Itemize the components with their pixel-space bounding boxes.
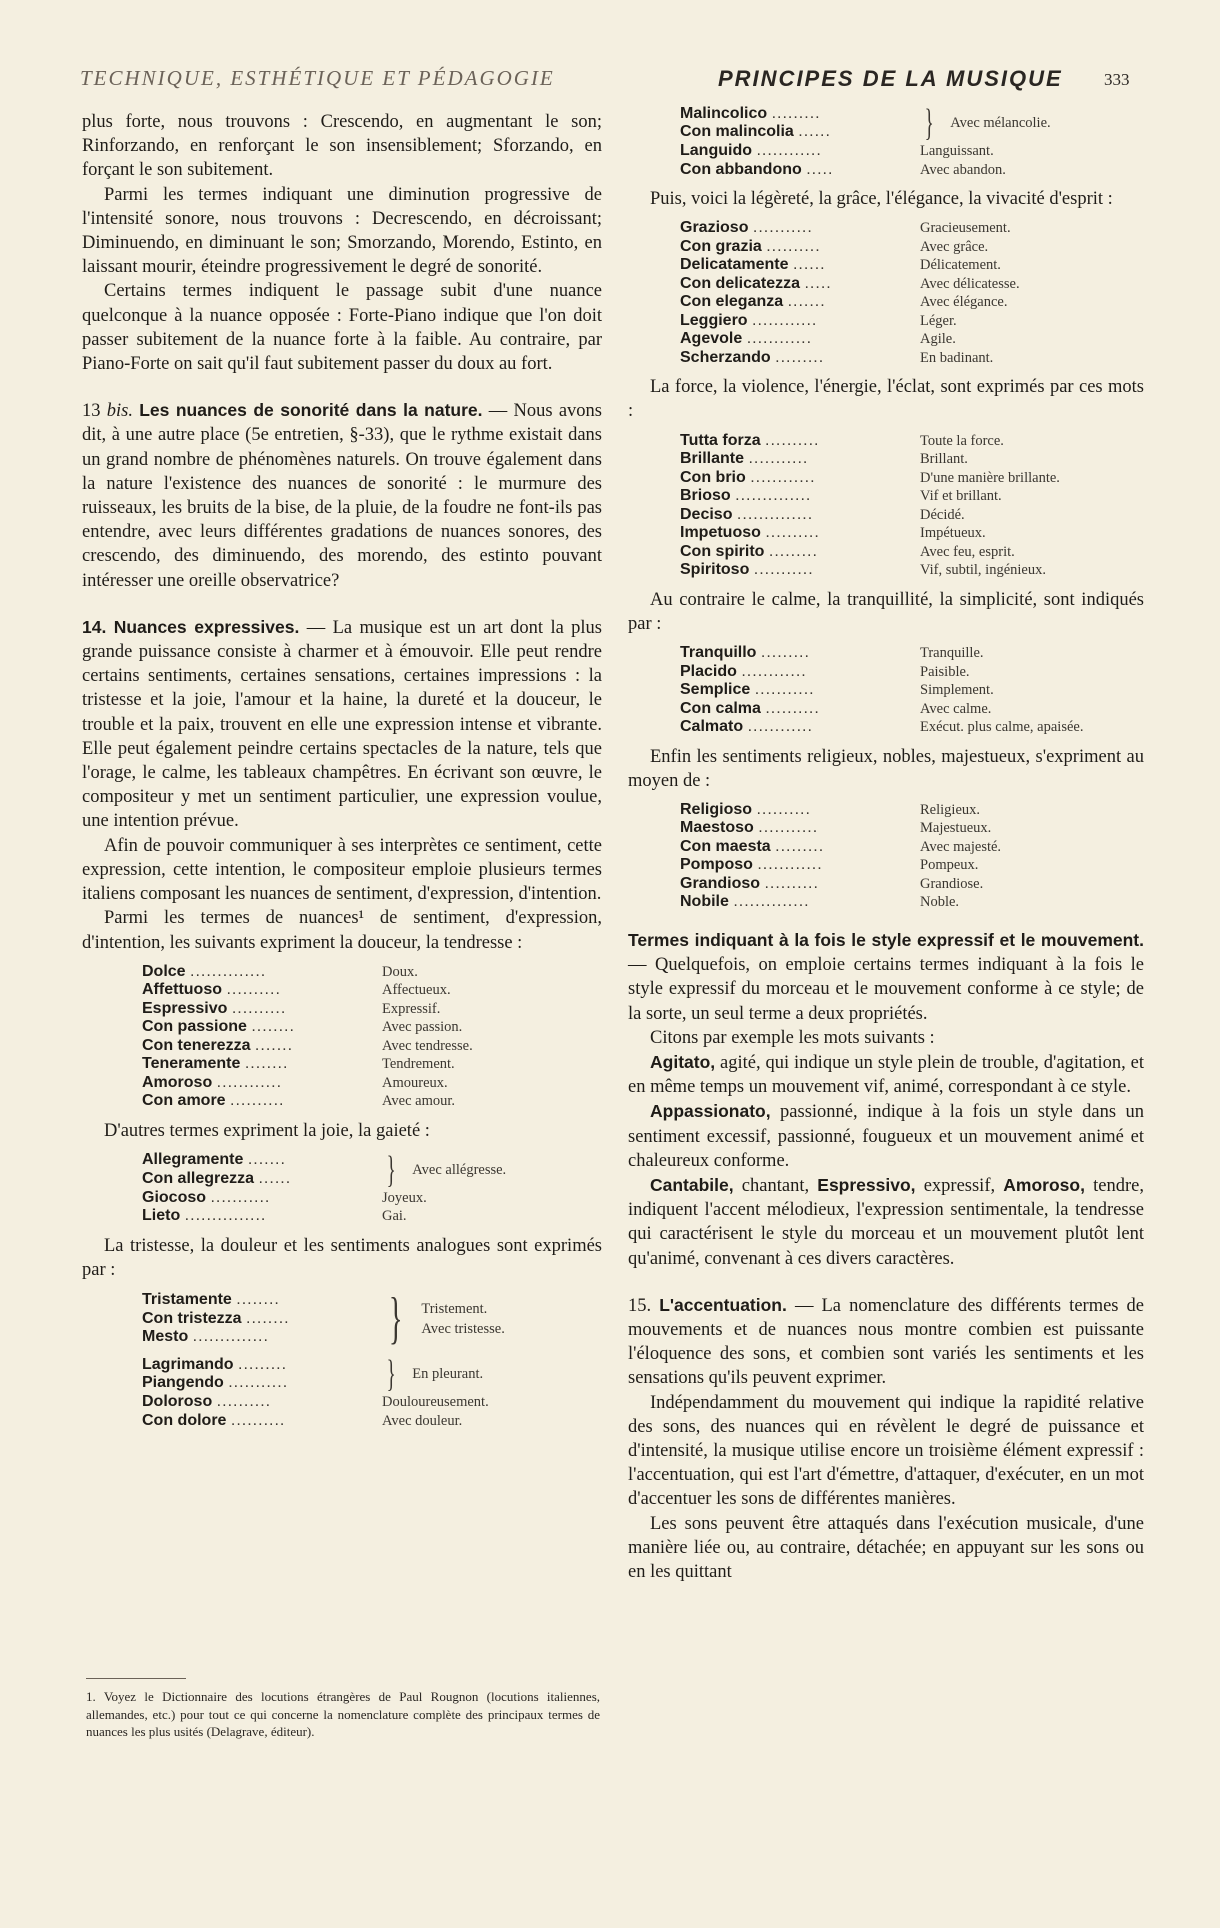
term-list-religieux [680, 801, 1144, 912]
leader-dots: ......... [771, 104, 821, 122]
paragraph: La force, la violence, l'énergie, l'éclat, sont exprimés par ces mots : [628, 377, 1144, 422]
term-group [142, 1287, 602, 1351]
term-name: Calmato ............ [680, 718, 813, 736]
term-name: Doloroso .......... [142, 1393, 272, 1411]
text-inline: tendre, indiquent l'accent mélodieux, l'expression sentimentale, la tendresse qui caractérisent le style du morceau et un mouvement plutôt lent qu'animé, convenant à ces divers caractères. [628, 1175, 1144, 1269]
text-inline: agité, qui indique un style plein de trouble, d'agitation, et en même temps un mouvement vif, animé, correspondant à ce style. [628, 1052, 1144, 1098]
term-name: Brioso .............. [680, 487, 812, 505]
paragraph: Parmi les termes indiquant une diminution progressive de l'intensité sonore, nous trouvons : Decrescendo, en décroissant; Diminuendo, en diminuant le son; Smorzando, Morendo, Estinto, en laissant mourir, éteindre progressivement le degré de sonorité. [82, 184, 602, 278]
term-name: Affettuoso .......... [142, 981, 281, 999]
term-row [680, 142, 1144, 161]
term-name: Delicatamente ...... [680, 256, 826, 274]
term-row [680, 293, 1144, 312]
leader-dots: .......... [756, 800, 811, 818]
brace-icon: } [924, 102, 934, 144]
term-meaning: Douloureusement. [382, 1394, 489, 1411]
section-number: 15. [628, 1295, 652, 1316]
term-meaning: Avec tendresse. [382, 1037, 473, 1054]
term-name: Con brio ............ [680, 468, 816, 486]
leader-dots: ............ [757, 856, 823, 874]
term-inline: Agitato, [650, 1051, 716, 1072]
leader-dots: ......... [760, 644, 810, 662]
term-name: Mesto .............. [142, 1328, 269, 1346]
term-meaning: Brillant. [920, 451, 968, 468]
term-meaning: Grandiose. [920, 875, 984, 892]
section-title: L'accentuation. [659, 1294, 787, 1315]
term-name: Amoroso ............ [142, 1073, 283, 1091]
term-name: Con amore .......... [142, 1092, 285, 1110]
leader-dots: .............. [190, 962, 267, 980]
right-column [628, 104, 1144, 1584]
leader-dots: ....... [787, 293, 826, 311]
term-meaning: Tendrement. [382, 1056, 455, 1073]
term-row [142, 1018, 602, 1037]
term-name: Con eleganza ....... [680, 293, 826, 311]
term-row [680, 561, 1144, 580]
group-meaning [950, 113, 1050, 133]
footnote: 1. Voyez le Dictionnaire des locutions étrangères de Paul Rougnon (locutions italiennes, allemandes, etc.) pour tout ce qui concerne la nomenclature complète des principaux termes de nuances les plus usités (Delagrave, éditeur). [86, 1689, 600, 1739]
section-14 [82, 615, 602, 834]
leader-dots: ........... [753, 561, 814, 579]
term-meaning: Expressif. [382, 1000, 441, 1017]
leader-dots: ........ [244, 1055, 289, 1073]
term-row [680, 663, 1144, 682]
leader-dots: ........... [228, 1374, 289, 1392]
term-name: Tranquillo ......... [680, 644, 810, 662]
section-suffix: bis. [106, 401, 133, 422]
term-name: Con tenerezza ....... [142, 1036, 294, 1054]
term-row [142, 1374, 382, 1393]
term-row [680, 644, 1144, 663]
term-row [142, 1037, 602, 1056]
term-name: Con grazia .......... [680, 237, 821, 255]
term-meaning: Tristement. [421, 1300, 488, 1317]
leader-dots: .......... [226, 981, 281, 999]
paragraph: plus forte, nous trouvons : Crescendo, en augmentant le son; Rinforzando, en renforçant le son insensiblement; Sforzando, en forçant le son subitement. [82, 112, 602, 181]
term-meaning: D'une manière brillante. [920, 469, 1060, 486]
term-row [680, 469, 1144, 488]
paragraph: Citons par exemple les mots suivants : [650, 1027, 935, 1048]
page-number: 333 [1104, 70, 1130, 89]
leader-dots: ........... [754, 681, 815, 699]
term-name: Maestoso ........... [680, 819, 819, 837]
term-row [680, 487, 1144, 506]
term-row [680, 238, 1144, 257]
term-list-melancolie [680, 104, 1144, 179]
term-meaning: Avec mélancolie. [950, 115, 1051, 131]
leader-dots: ....... [247, 1151, 286, 1169]
term-meaning: Gai. [382, 1208, 407, 1225]
leader-dots: ............ [752, 311, 818, 329]
term-name: Nobile .............. [680, 893, 810, 911]
term-meaning: Tranquille. [920, 645, 984, 662]
term-row [142, 1092, 602, 1111]
leader-dots: .......... [766, 237, 821, 255]
term-name: Con dolore .......... [142, 1411, 286, 1429]
term-meaning: Avec élégance. [920, 294, 1008, 311]
term-sublist [680, 142, 1144, 179]
section-15 [628, 1293, 1144, 1391]
leader-dots: ........... [758, 819, 819, 837]
term-row [142, 1291, 382, 1310]
term-row [142, 963, 602, 982]
section-text: — La musique est un art dont la plus grande puissance consiste à charmer et à émouvoir. Elle peut rendre certains sentiments, certaines sensations, certaines impressions : la tristesse et la joie, l'amour et la haine, la dureté et la douceur, le trouble et la paix, trouvent en elle une expression intense et vibrante. Elle peut également peindre certains spectacles de la nature, tels que l'orage, le calme, les tableaux champêtres. En écrivant son œuvre, le compositeur y met un sentiment particulier, une expression voulue, une intention prévue. [82, 617, 602, 832]
term-row [680, 524, 1144, 543]
group-terms [680, 105, 920, 142]
term-list-calme [680, 644, 1144, 737]
term-meaning: Avec feu, esprit. [920, 543, 1015, 560]
term-group [142, 1353, 602, 1396]
term-row [142, 1170, 382, 1189]
term-name: Allegramente ....... [142, 1151, 286, 1169]
term-name: Pomposo ............ [680, 856, 823, 874]
term-meaning: Affectueux. [382, 982, 451, 999]
term-name: Lieto ............... [142, 1207, 267, 1225]
term-meaning: Languissant. [920, 143, 994, 159]
term-row [142, 1207, 602, 1226]
section-termes [628, 928, 1144, 1026]
running-head-right: PRINCIPES DE LA MUSIQUE [718, 66, 1063, 91]
term-meaning: Décidé. [920, 506, 965, 523]
term-meaning: Avec délicatesse. [920, 275, 1020, 292]
leader-dots: ........... [748, 450, 809, 468]
term-row [680, 875, 1144, 894]
leader-dots: .......... [216, 1393, 272, 1411]
term-meaning: Toute la force. [920, 432, 1004, 449]
term-name: Languido ............ [680, 142, 822, 159]
leader-dots: .......... [230, 1411, 286, 1429]
term-name: Teneramente ........ [142, 1055, 289, 1073]
term-name: Espressivo .......... [142, 999, 287, 1017]
term-name: Con abbandono ..... [680, 160, 834, 178]
leader-dots: ............ [750, 468, 816, 486]
term-name: Con spirito ......... [680, 542, 818, 560]
paragraph: D'autres termes expriment la joie, la gaieté : [104, 1120, 430, 1141]
term-row [680, 856, 1144, 875]
leader-dots: ............ [746, 330, 813, 348]
term-meaning: Avec amour. [382, 1093, 456, 1110]
leader-dots: ........ [251, 1018, 295, 1036]
paragraph: Enfin les sentiments religieux, nobles, majestueux, s'expriment au moyen de : [628, 746, 1144, 791]
paragraph: Au contraire le calme, la tranquillité, la simplicité, sont indiqués par : [628, 589, 1144, 634]
group-meaning [412, 1160, 506, 1180]
paragraph-agitato [628, 1050, 1144, 1099]
section-title: Les nuances de sonorité dans la nature. [139, 400, 483, 421]
term-name: Tutta forza .......... [680, 431, 820, 449]
term-name: Spiritoso ........... [680, 561, 814, 579]
term-meaning: Noble. [920, 894, 960, 911]
term-meaning: Paisible. [920, 663, 970, 680]
leader-dots: ......... [768, 542, 818, 560]
leader-dots: .............. [735, 487, 812, 505]
leader-dots: ......... [238, 1355, 288, 1373]
term-list-grace [680, 219, 1144, 367]
leader-dots: ...... [798, 123, 831, 140]
paragraph: Afin de pouvoir communiquer à ses interprètes ce sentiment, cette expression, cette intention, le compositeur emploie plusieurs termes italiens composant les nuances de sentiment, d'expression, d'intention. [82, 835, 602, 905]
term-name: Deciso .............. [680, 505, 814, 523]
term-meaning: Impétueux. [920, 525, 986, 542]
term-meaning: Doux. [382, 963, 418, 980]
term-name: Piangendo ........... [142, 1374, 289, 1392]
leader-dots: ..... [806, 160, 834, 178]
term-name: Agevole ............ [680, 330, 813, 348]
leader-dots: ............... [184, 1207, 267, 1225]
brace-icon: } [388, 1287, 403, 1351]
text-inline: expressif, [915, 1175, 1004, 1196]
section-number: 13 [82, 401, 101, 422]
brace-icon: } [386, 1353, 396, 1396]
term-row [680, 123, 920, 142]
footnote-rule [86, 1678, 186, 1679]
term-sublist [142, 1393, 602, 1430]
term-row [142, 1393, 602, 1412]
term-row [680, 219, 1144, 238]
group-terms [142, 1291, 382, 1347]
leader-dots: .......... [765, 431, 820, 449]
text-inline: chantant, [733, 1175, 818, 1196]
term-name: Con malincolia ...... [680, 123, 831, 140]
term-row [142, 981, 602, 1000]
section-13bis [82, 398, 602, 593]
paragraph-cantabile [628, 1173, 1144, 1271]
term-meaning: En pleurant. [412, 1366, 484, 1383]
leader-dots: .......... [764, 874, 819, 892]
term-list-joie [142, 1148, 602, 1226]
term-meaning: Gracieusement. [920, 220, 1011, 237]
term-row [680, 161, 1144, 180]
term-meaning: En badinant. [920, 349, 994, 366]
term-name: Brillante ........... [680, 450, 809, 468]
term-name: Con tristezza ........ [142, 1309, 290, 1327]
term-name: Impetuoso .......... [680, 524, 820, 542]
term-row [680, 543, 1144, 562]
paragraph: Indépendamment du mouvement qui indique la rapidité relative des sons, des nuances qui en révèlent le degré de puissance et d'intensité, la musique utilise encore un troisième élément expressif : l'accentuation, qui est l'art d'émettre, d'attaquer, d'exécuter, en un mot d'accentuer les sons de différentes manières. [628, 1392, 1144, 1510]
group-terms [142, 1151, 382, 1188]
section-text: — La nomenclature des différents termes de mouvements et de nuances nous montre combien est puissante l'éloquence des sons, et combien sont variés les sentiments et les sensations qu'ils peuvent exprimer. [628, 1295, 1145, 1389]
term-row [680, 105, 920, 124]
term-name: Scherzando ......... [680, 348, 825, 366]
term-meaning: Avec grâce. [920, 238, 989, 255]
leader-dots: .......... [765, 524, 820, 542]
term-name: Malincolico ......... [680, 104, 821, 122]
section-text: — Quelquefois, on emploie certains termes indiquant à la fois le style expressif du morceau et le mouvement conforme à ce style; de la sorte, un seul terme a deux propriétés. [628, 955, 1144, 1024]
term-name: Giocoso ........... [142, 1188, 271, 1206]
term-row [142, 1074, 602, 1093]
leader-dots: ............ [741, 662, 807, 680]
leader-dots: ......... [775, 837, 825, 855]
paragraph: Certains termes indiquent le passage subit d'une nuance quelconque à la nuance opposée : Forte-Piano indique que l'on doit passer subitement de la nuance forte à la faible. Au contraire, par Piano-Forte on sait qu'il faut subitement passer du doux au fort. [82, 281, 602, 375]
leader-dots: ......... [775, 348, 825, 366]
term-group [142, 1148, 602, 1191]
text-inline: passionné, indique à la fois un style dans un sentiment excessif, passionné, fougueux et un mouvement animé et chaleureux conforme. [628, 1102, 1144, 1171]
term-meaning: Avec allégresse. [412, 1161, 507, 1178]
paragraph: Parmi les termes de nuances¹ de sentiment, d'expression, d'intention, les suivants expriment la douceur, la tendresse : [82, 908, 602, 953]
term-meaning: Vif, subtil, ingénieux. [920, 562, 1046, 579]
term-name: Lagrimando ......... [142, 1355, 288, 1373]
term-row [680, 275, 1144, 294]
term-row [680, 801, 1144, 820]
term-meaning: Joyeux. [382, 1189, 427, 1206]
term-row [680, 506, 1144, 525]
term-row [142, 1328, 382, 1347]
leader-dots: ........... [210, 1188, 271, 1206]
leader-dots: ........ [246, 1309, 290, 1327]
group-meaning [421, 1299, 504, 1339]
term-inline: Espressivo, [817, 1174, 916, 1195]
leader-dots: ........... [752, 219, 813, 237]
leader-dots: .......... [231, 999, 287, 1017]
term-name: Grandioso .......... [680, 874, 819, 892]
leader-dots: .............. [192, 1328, 269, 1346]
term-meaning: Religieux. [920, 801, 981, 818]
term-row [142, 1189, 602, 1208]
leader-dots: ..... [804, 274, 832, 292]
term-row [680, 681, 1144, 700]
term-row [680, 893, 1144, 912]
term-meaning: Avec passion. [382, 1019, 463, 1036]
term-name: Con maesta ......... [680, 837, 825, 855]
leader-dots: ............ [747, 718, 813, 736]
section-text: — Nous avons dit, à une autre place (5e entretien, §-33), que le rythme existait dans un grand nombre de phénomènes naturels. On trouve également dans la nature l'existence des nuances de sonorité : le murmure des ruisseaux, les bruits de la bise, de la pluie, de la foudre ne font-ils pas entendre, avec leurs différentes gradations de nuances sonores, des crescendo, des diminuendo, des morendo, des estinto pouvant intéresser une oreille observatrice? [82, 401, 602, 591]
term-meaning: Exécut. plus calme, apaisée. [920, 719, 1084, 736]
term-row [142, 1310, 382, 1329]
term-meaning: Agile. [920, 331, 956, 348]
term-meaning: Léger. [920, 312, 957, 329]
term-meaning: Avec majesté. [920, 838, 1002, 855]
leader-dots: ........ [236, 1291, 280, 1309]
leader-dots: ...... [792, 256, 826, 274]
left-column [82, 110, 602, 1438]
leader-dots: ....... [254, 1036, 294, 1054]
term-meaning: Délicatement. [920, 257, 1001, 274]
paragraph: La tristesse, la douleur et les sentiments analogues sont exprimés par : [82, 1235, 602, 1281]
term-row [142, 1412, 602, 1431]
term-name: Con allegrezza ...... [142, 1169, 292, 1187]
leader-dots: ............ [216, 1073, 283, 1091]
section-title: Nuances expressives. [113, 616, 300, 637]
term-meaning: Vif et brillant. [920, 488, 1002, 505]
term-meaning: Simplement. [920, 682, 994, 699]
term-row [680, 718, 1144, 737]
term-inline: Amoroso, [1003, 1174, 1085, 1195]
term-meaning: Amoureux. [382, 1074, 448, 1091]
term-row [680, 838, 1144, 857]
term-meaning: Avec abandon. [920, 161, 1006, 178]
brace-icon: } [386, 1148, 396, 1191]
term-name: Leggiero ............ [680, 311, 818, 329]
running-head-left: TECHNIQUE, ESTHÉTIQUE ET PÉDAGOGIE [80, 66, 555, 90]
term-row [680, 256, 1144, 275]
term-name: Tristamente ........ [142, 1291, 280, 1309]
leader-dots: .......... [230, 1092, 285, 1110]
term-row [680, 819, 1144, 838]
term-name: Con passione ........ [142, 1018, 295, 1036]
term-row [680, 432, 1144, 451]
term-group [680, 104, 1144, 142]
term-row [142, 1151, 382, 1170]
term-inline: Appassionato, [650, 1101, 771, 1122]
leader-dots: .............. [733, 893, 810, 911]
leader-dots: .............. [736, 505, 814, 523]
term-meaning: Avec calme. [920, 700, 992, 717]
term-row [680, 312, 1144, 331]
term-row [142, 1055, 602, 1074]
term-list-force [680, 432, 1144, 580]
term-name: Grazioso ........... [680, 219, 813, 237]
leader-dots: .......... [765, 699, 820, 717]
term-row [680, 450, 1144, 469]
term-name: Con delicatezza ..... [680, 274, 832, 292]
term-row [680, 330, 1144, 349]
term-row [680, 700, 1144, 719]
term-inline: Cantabile, [650, 1174, 734, 1195]
term-name: Religioso .......... [680, 800, 811, 818]
term-sublist [142, 1189, 602, 1226]
term-list-douceur [142, 963, 602, 1111]
term-meaning: Majestueux. [920, 820, 992, 837]
term-name: Semplice ........... [680, 681, 815, 699]
leader-dots: ............ [756, 142, 822, 159]
term-meaning: Pompeux. [920, 857, 979, 874]
term-list-tristesse [142, 1287, 602, 1430]
section-number: 14. [82, 616, 107, 637]
term-row [142, 1356, 382, 1375]
term-row [680, 349, 1144, 368]
paragraph-appassionato [628, 1099, 1144, 1173]
term-meaning: Avec tristesse. [421, 1320, 505, 1337]
term-name: Dolce .............. [142, 962, 267, 980]
term-name: Placido ............ [680, 662, 807, 680]
section-title: Termes indiquant à la fois le style expressif et le mouvement. [628, 929, 1144, 950]
group-terms [142, 1356, 382, 1393]
group-meaning [412, 1364, 483, 1384]
leader-dots: ...... [258, 1169, 292, 1187]
term-meaning: Avec douleur. [382, 1412, 463, 1429]
term-name: Con calma .......... [680, 699, 820, 717]
term-row [142, 1000, 602, 1019]
paragraph: Puis, voici la légèreté, la grâce, l'élégance, la vivacité d'esprit : [650, 189, 1113, 209]
paragraph: Les sons peuvent être attaqués dans l'exécution musicale, d'une manière liée ou, au contraire, détachée; en appuyant sur les sons ou en les quittant [628, 1513, 1144, 1582]
